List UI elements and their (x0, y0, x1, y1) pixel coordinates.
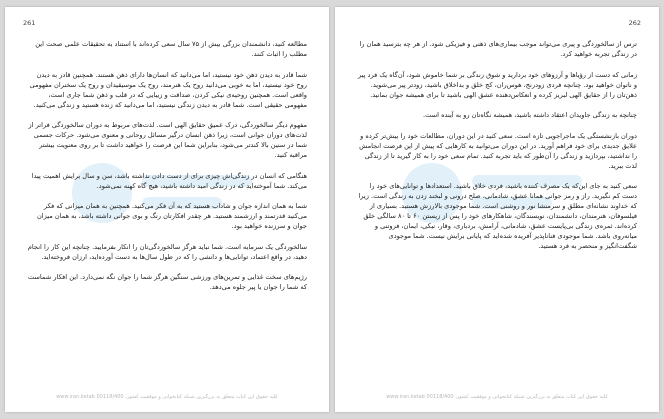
book-page-right (335, 7, 659, 412)
paragraph: دوران بازنشستگی یک ماجراجویی تازه است. سعی کنید در این دوران، مطالعات خود را بیش‌تر کرده و علایق جدیدی برای خود فراهم آورید. در این دوران می‌توانید به کارهایی که پیش از این فرصت انجامش را نداشتید، بپردازید و زندگی را آن‌طور که باید تجربه کنید. تمام سعی خود را به کار گیرید تا از زندگی لذت ببرید. (359, 131, 637, 170)
book-page-left (5, 7, 329, 412)
paragraph: هنگامی که انسان در زندگی‌اش چیزی برای از دست دادن نداشته باشد، سن و سال برایش اهمیت پیدا می‌کند. شما آموخته‌اید که در زندگی امید داشته باشید، هیچ گاه کهنه نمی‌شود. (31, 171, 307, 190)
paragraph: ترس از سالخوردگی و پیری می‌تواند موجب بیماری‌های ذهنی و فیزیکی شود. از هر چه بترسید همان را در زندگی تجربه خواهید کرد. (359, 40, 637, 58)
paragraph: سالخوردگی یک سرمایه است. شما نباید هرگز سالخوردگی‌تان را انکار بفرمایید. چنانچه این کار را انجام دهید، در واقع اعتماد، توانایی‌ها و دانشی را که در طول سال‌ها به دست آورده‌اید، ارزان فروخته‌اید. (27, 242, 307, 261)
paragraph: شما قادر به دیدن ذهن خود نیستید، اما می‌دانید که انسان‌ها دارای ذهن هستند. همچنین قادر به دیدن روح خود نیستید، اما به خوبی می‌دانید روح یک هنرمند، روح یک موسیقیدان و روح یک سخنران مفهومی واقعی است. همچنین روحیه‌ی نیکی کردن، صداقت و زیبایی که در قلب و ذهن شما جاری است، مفهومی حقیقی است. شما قادر به دیدن زندگی نیستید، اما می‌دانید که زنده هستید و زندگی می‌کنید. (29, 70, 307, 109)
page-number: 261 (23, 19, 36, 27)
paragraph: مفهوم دیگر سالخوردگی، درک عمیق حقایق الهی است. لذت‌های مربوط به دوران سالخوردگی فراتر از لذت‌های دوران جوانی است، زیرا ذهن انسان درگیر مسائل روحانی و معنوی می‌شود. حرکات جسمی شما در سنین بالا کندتر می‌شود، بنابراین شما این فرصت را خواهید داشت تا بر روی معنویت بیشتر مراقبه کنید. (28, 121, 307, 159)
paragraph: شما به همان اندازه جوان و شاداب هستید که به آن فکر می‌کنید. همچنین به همان میزانی که فکر می‌کنید قدرتمند و ارزشمند هستید. هر چقدر افکارتان رنگ و بوی جوانی داشته باشد، به همان میزان جوان و سرزنده خواهید بود. (36, 202, 307, 230)
paragraph: مطالعه کنید، دانشمندان بزرگی بیش از ۷۵ سال سعی کرده‌اند با استناد به تحقیقات علمی صحت این مطلب را اثبات کنند. (35, 40, 307, 58)
paragraph: رژیم‌های سخت غذایی و تمرین‌های ورزشی سنگین هرگز شما را جوان نگه نمی‌دارد. این افکار شماست که شما را جوان یا پیر جلوه می‌دهد. (27, 273, 307, 291)
paragraph: زمانی که دست از رؤیاها و آرزوهای خود بردارید و شوق زندگی بر شما خاموش شود، آن‌گاه یک فرد پیر و ناتوان خواهید بود. چنانچه فردی زودرنج، هوس‌ران، کج خلق و بداخلاق باشید، زودتر پیر می‌شوید. ذهن‌تان را از حقایق الهی لبریز کرده و انعکاس‌دهنده عشق الهی باشید تا برای همیشه جوان بمانید. (358, 70, 637, 99)
page-number: 262 (628, 19, 641, 27)
page-footer: کلیه حقوق این کتاب متعلق به بزرگترین شبکه کتابخوانی و موفقیت کشور، 00118/400 www.iran.ketab (386, 394, 608, 400)
page-body (357, 39, 637, 262)
paragraph: سعی کنید به جای این‌که یک مصرف کننده باشید، فردی خلاق باشید. استعدادها و توانایی‌های خود را دست کم نگیرید. راز و رمز جوانی همانا عشق، شادمانی، صلح درونی و لبخند زدن به زندگی است. زیرا که خداوند نشانه‌ای مطلق و سرمنشا نور و روشنی است. شما موجودی بالارزش هستید. بسیاری از فیلسوفان، هنرمندان، دانشمندان، نویسندگان، شاهکارهای خود را پس از زیستن ۶۰ تا ۸۰ سالگی خلق کرده‌اند. ثمره‌ی زندگی بی‌پایست عشق، شادمانی، آرامش، بردباری، وقار، نیکی، ایمان، فروتنی و میانه‌روی باشد. شما موجودی فناناپذیر آفریده شده‌اید که پایانی برایش نیست. شما موجودی شگفت‌انگیز و منحصر به فرد هستید. (358, 182, 637, 250)
page-footer: کلیه حقوق این کتاب متعلق به بزرگترین شبکه کتابخوانی و موفقیت کشور، 00118/400 www.iran.ketab (56, 394, 278, 400)
page-body (27, 39, 307, 303)
paragraph: چنانچه به زندگی جاویدان اعتقاد داشته باشید، همیشه نگاه‌تان رو به آینده است. (423, 111, 637, 119)
